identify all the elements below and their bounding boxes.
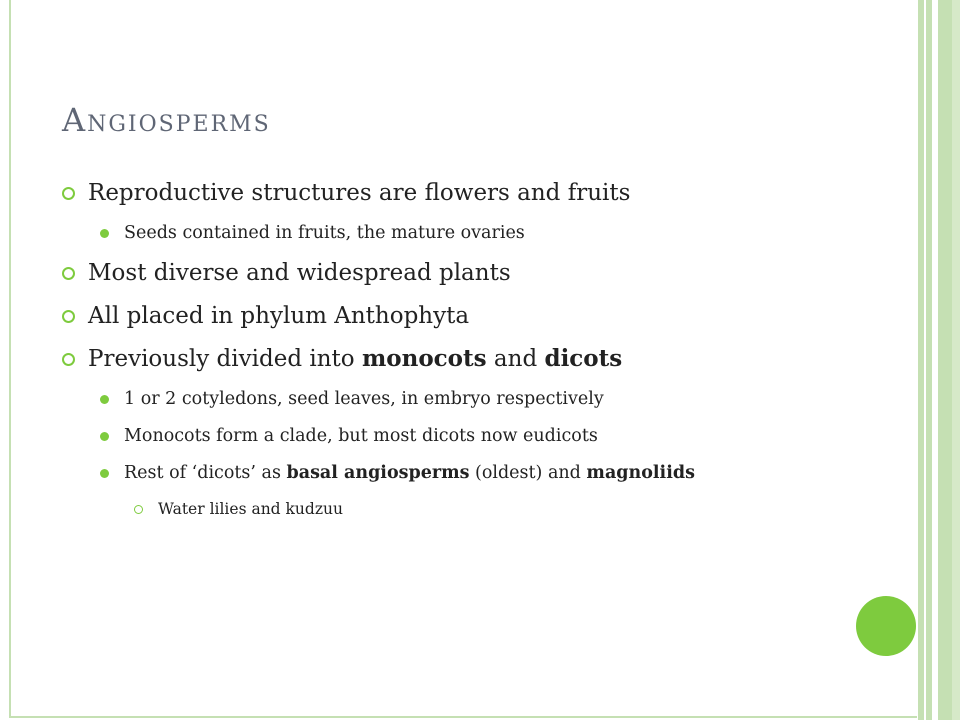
bullet-item	[62, 258, 862, 288]
bullet-text: Reproductive structures are flowers and fruits	[88, 180, 631, 206]
bullet-text: Water lilies and kudzuu	[158, 500, 343, 518]
bullet-list	[62, 178, 862, 530]
bullet-text-part: and	[486, 346, 545, 372]
bold-term-magnoliids: magnoliids	[586, 463, 695, 483]
bullet-text-part: Previously divided into	[88, 346, 362, 372]
bullet-text-part: (oldest) and	[469, 463, 587, 483]
slide-title: Angiosperms	[62, 101, 271, 139]
bullet-text: All placed in phylum Anthophyta	[88, 303, 470, 329]
ring-bullet-icon	[62, 267, 75, 280]
sub-sub-bullet-item	[62, 498, 862, 520]
bullet-text: Most diverse and widespread plants	[88, 260, 511, 286]
right-stripe	[952, 0, 960, 720]
bullet-text: 1 or 2 cotyledons, seed leaves, in embryo respectively	[124, 389, 604, 409]
dot-bullet-icon	[100, 469, 109, 478]
bold-term-monocots: monocots	[361, 345, 487, 372]
bullet-item	[62, 178, 862, 208]
sub-bullet-item	[62, 424, 862, 449]
right-stripe	[926, 0, 932, 720]
dot-bullet-icon	[100, 432, 109, 441]
bullet-item	[62, 301, 862, 331]
bullet-text: Monocots form a clade, but most dicots now eudicots	[124, 426, 598, 446]
bullet-text-part: Rest of ‘dicots’ as	[124, 463, 287, 483]
dot-bullet-icon	[100, 229, 109, 238]
decorative-circle	[856, 596, 916, 656]
dot-bullet-icon	[100, 395, 109, 404]
right-stripe	[938, 0, 952, 720]
ring-bullet-icon	[134, 505, 143, 514]
bold-term-dicots: dicots	[544, 345, 623, 372]
bullet-text: Seeds contained in fruits, the mature ovaries	[124, 223, 525, 243]
ring-bullet-icon	[62, 353, 75, 366]
bold-term-basal-angiosperms: basal angiosperms	[286, 463, 470, 483]
bullet-item	[62, 344, 862, 374]
ring-bullet-icon	[62, 310, 75, 323]
sub-bullet-item	[62, 461, 862, 486]
right-stripe	[918, 0, 924, 720]
ring-bullet-icon	[62, 187, 75, 200]
sub-bullet-item	[62, 221, 862, 246]
sub-bullet-item	[62, 387, 862, 412]
